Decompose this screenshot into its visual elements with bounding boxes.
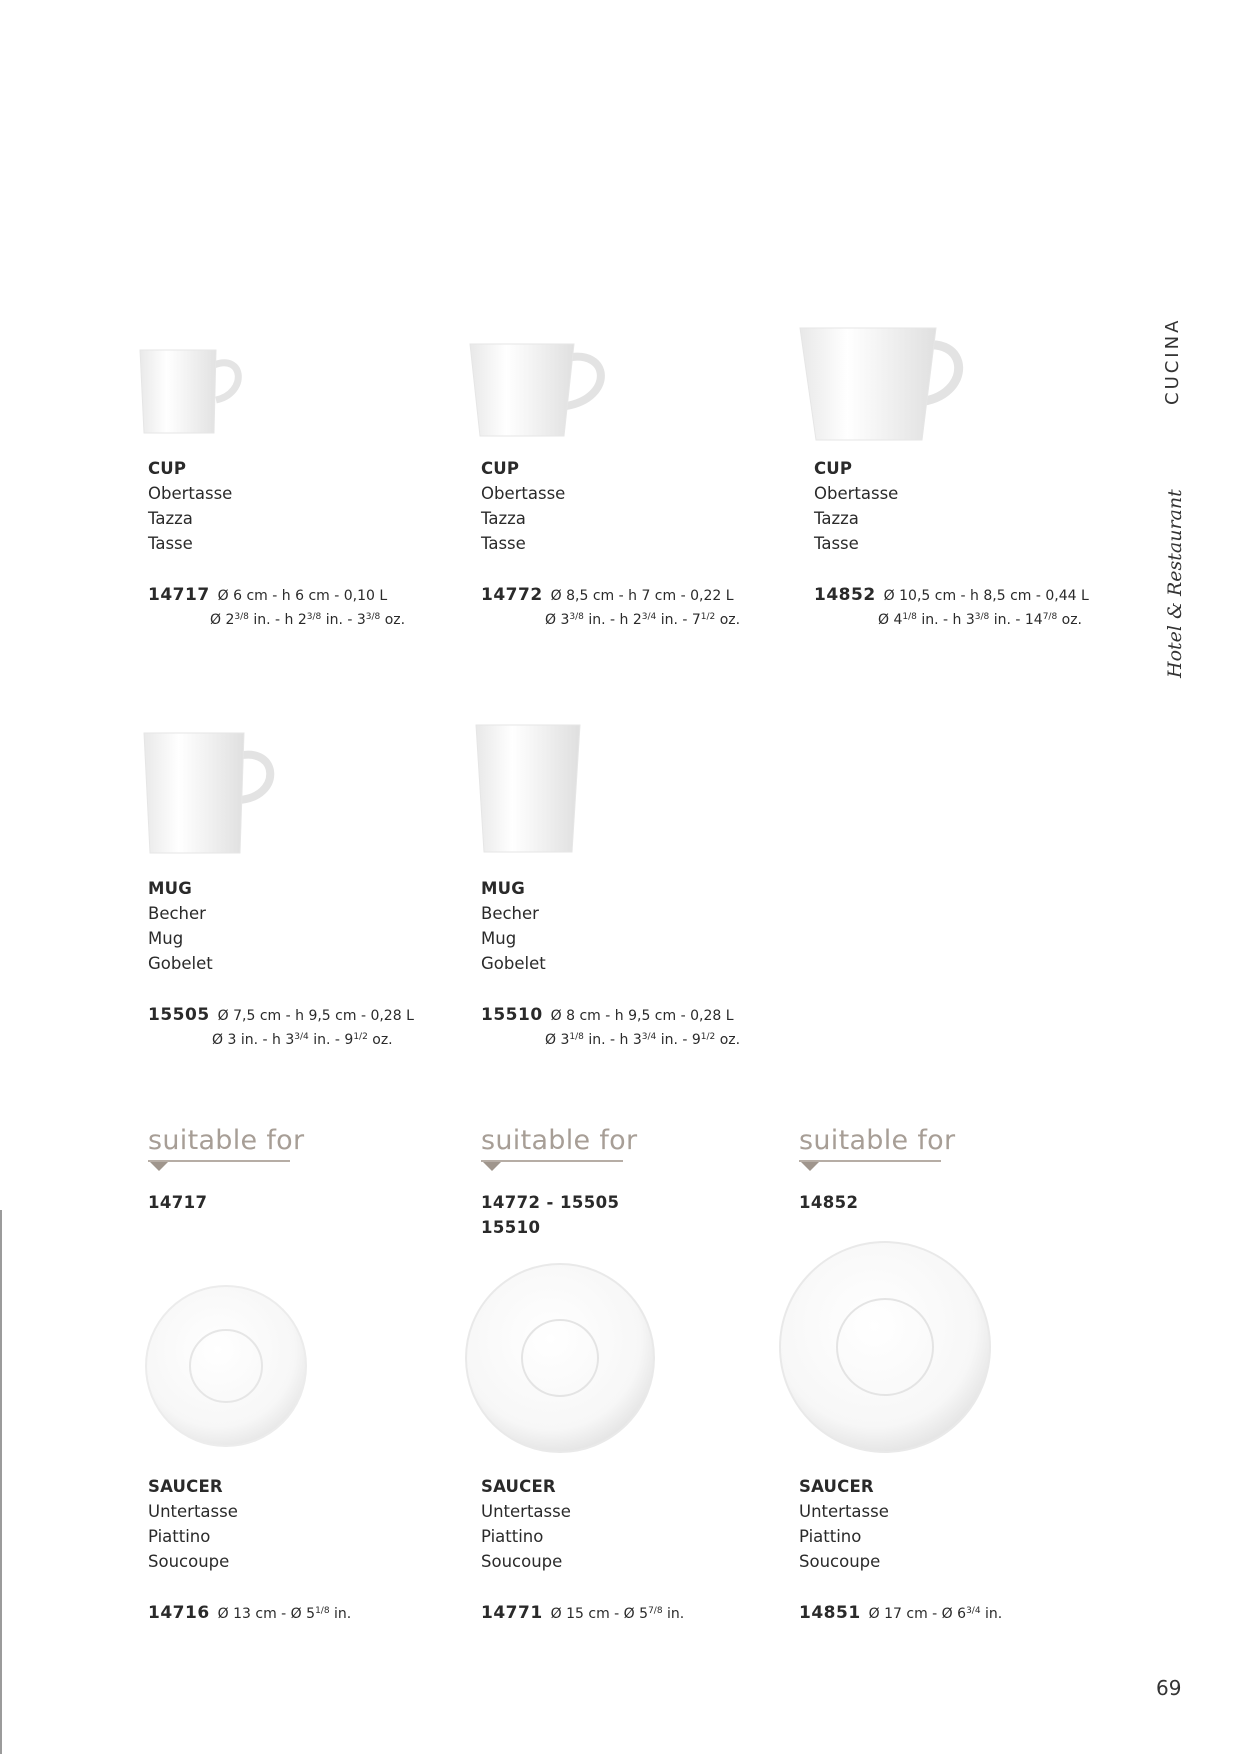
product-code: 14772 <box>481 585 543 605</box>
product-title: MUG <box>148 879 192 898</box>
suitable-for-codes-3 <box>799 1190 858 1215</box>
cup-14717-image <box>136 345 251 440</box>
section-label-text: CUCINA <box>1162 317 1183 405</box>
suitable-for-label: suitable for <box>481 1125 638 1156</box>
product-name-de: Obertasse <box>481 484 566 503</box>
product-14852-spec <box>814 583 1089 632</box>
imperial-dimensions: Ø $2^{3/8}$ in. - h $2^{3/8}$ in. - $3^{3/8}$ oz. <box>210 612 406 628</box>
saucer-14716-spec <box>148 1601 351 1626</box>
pointer-triangle-icon <box>483 1162 501 1171</box>
suitable-for-heading-3 <box>799 1124 956 1162</box>
metric-dimensions: Ø 15 cm - Ø <box>550 1606 635 1622</box>
product-code: 14716 <box>148 1603 210 1623</box>
saucer-14851-names <box>799 1474 889 1574</box>
product-name-de: Untertasse <box>148 1502 238 1521</box>
metric-dimensions: Ø 13 cm - Ø <box>217 1606 302 1622</box>
pointer-triangle-icon <box>150 1162 168 1171</box>
product-name-de: Obertasse <box>814 484 899 503</box>
product-name-fr: Gobelet <box>481 954 546 973</box>
product-code: 15505 <box>148 1005 210 1025</box>
imperial-dimensions: $5^{1/8}$ in. <box>306 1606 352 1622</box>
product-name-it: Mug <box>481 929 517 948</box>
product-name-de: Becher <box>481 904 539 923</box>
compatible-codes-line2: 15510 <box>481 1218 541 1237</box>
product-title: CUP <box>814 459 853 478</box>
metric-dimensions: Ø 8 cm - h 9,5 cm - 0,28 L <box>550 1008 734 1024</box>
compatible-codes: 14772 - 15505 <box>481 1193 620 1212</box>
imperial-dimensions: Ø $3^{3/8}$ in. - h $2^{3/4}$ in. - $7^{1/2}$ oz. <box>545 612 741 628</box>
suitable-for-label: suitable for <box>799 1125 956 1156</box>
saucer-14716-image <box>142 1282 310 1450</box>
imperial-dimensions: $5^{7/8}$ in. <box>639 1606 685 1622</box>
product-name-it: Tazza <box>481 509 526 528</box>
pointer-triangle-icon <box>801 1162 819 1171</box>
imperial-dimensions: Ø $3^{1/8}$ in. - h $3^{3/4}$ in. - $9^{1/2}$ oz. <box>545 1032 741 1048</box>
product-title: CUP <box>481 459 520 478</box>
product-15505-spec <box>148 1003 414 1052</box>
suitable-for-heading-1 <box>148 1124 305 1162</box>
metric-dimensions: Ø 8,5 cm - h 7 cm - 0,22 L <box>550 588 734 604</box>
product-name-fr: Tasse <box>481 534 526 553</box>
metric-dimensions: Ø 6 cm - h 6 cm - 0,10 L <box>217 588 388 604</box>
product-14717-spec <box>148 583 405 632</box>
metric-dimensions: Ø 10,5 cm - h 8,5 cm - 0,44 L <box>883 588 1089 604</box>
product-code: 14771 <box>481 1603 543 1623</box>
product-name-it: Tazza <box>148 509 193 528</box>
product-name-de: Obertasse <box>148 484 233 503</box>
product-code: 14851 <box>799 1603 861 1623</box>
saucer-14851-image <box>776 1238 994 1456</box>
product-name-it: Piattino <box>148 1527 211 1546</box>
product-15510-names <box>481 876 546 976</box>
product-code: 14852 <box>814 585 876 605</box>
product-15510-spec <box>481 1003 740 1052</box>
saucer-14771-names <box>481 1474 571 1574</box>
imperial-dimensions: $6^{3/4}$ in. <box>957 1606 1003 1622</box>
product-name-fr: Tasse <box>148 534 193 553</box>
cup-14772-image <box>466 338 616 443</box>
product-name-de: Becher <box>148 904 206 923</box>
product-name-fr: Soucoupe <box>799 1552 881 1571</box>
product-title: CUP <box>148 459 187 478</box>
suitable-for-rule <box>481 1160 623 1162</box>
product-title: SAUCER <box>148 1477 223 1496</box>
product-name-de: Untertasse <box>799 1502 889 1521</box>
product-14772-names <box>481 456 565 556</box>
cup-14852-image <box>796 322 974 447</box>
suitable-for-codes-1 <box>148 1190 207 1215</box>
product-name-fr: Gobelet <box>148 954 213 973</box>
product-name-it: Piattino <box>481 1527 544 1546</box>
imperial-dimensions: Ø $4^{1/8}$ in. - h $3^{3/8}$ in. - $14^{7/8}$ oz. <box>878 612 1083 628</box>
compatible-codes: 14717 <box>148 1193 208 1212</box>
page-number: 69 <box>1156 1676 1182 1700</box>
compatible-codes: 14852 <box>799 1193 859 1212</box>
product-name-de: Untertasse <box>481 1502 571 1521</box>
product-code: 15510 <box>481 1005 543 1025</box>
page-edge-line <box>0 1210 2 1754</box>
product-title: SAUCER <box>481 1477 556 1496</box>
product-code: 14717 <box>148 585 210 605</box>
saucer-14771-spec <box>481 1601 684 1626</box>
product-title: SAUCER <box>799 1477 874 1496</box>
metric-dimensions: Ø 17 cm - Ø <box>868 1606 953 1622</box>
product-15505-names <box>148 876 213 976</box>
suitable-for-rule <box>799 1160 941 1162</box>
product-title: MUG <box>481 879 525 898</box>
mug-15510-image <box>472 720 582 858</box>
product-name-fr: Soucoupe <box>148 1552 230 1571</box>
brand-label <box>1164 489 1192 848</box>
product-14852-names <box>814 456 898 556</box>
mug-15505-image <box>140 728 280 858</box>
suitable-for-label: suitable for <box>148 1125 305 1156</box>
saucer-14716-names <box>148 1474 238 1574</box>
brand-label-text: Hotel & Restaurant <box>1164 489 1186 678</box>
suitable-for-heading-2 <box>481 1124 638 1162</box>
product-name-fr: Soucoupe <box>481 1552 563 1571</box>
product-name-fr: Tasse <box>814 534 859 553</box>
saucer-14851-spec <box>799 1601 1002 1626</box>
product-14772-spec <box>481 583 740 632</box>
section-label <box>1162 317 1188 495</box>
imperial-dimensions: Ø 3 in. - h $3^{3/4}$ in. - $9^{1/2}$ oz. <box>212 1032 393 1048</box>
product-name-it: Tazza <box>814 509 859 528</box>
product-name-it: Mug <box>148 929 184 948</box>
suitable-for-codes-2 <box>481 1190 619 1240</box>
product-14717-names <box>148 456 232 556</box>
metric-dimensions: Ø 7,5 cm - h 9,5 cm - 0,28 L <box>217 1008 414 1024</box>
saucer-14771-image <box>462 1260 658 1456</box>
product-name-it: Piattino <box>799 1527 862 1546</box>
suitable-for-rule <box>148 1160 290 1162</box>
